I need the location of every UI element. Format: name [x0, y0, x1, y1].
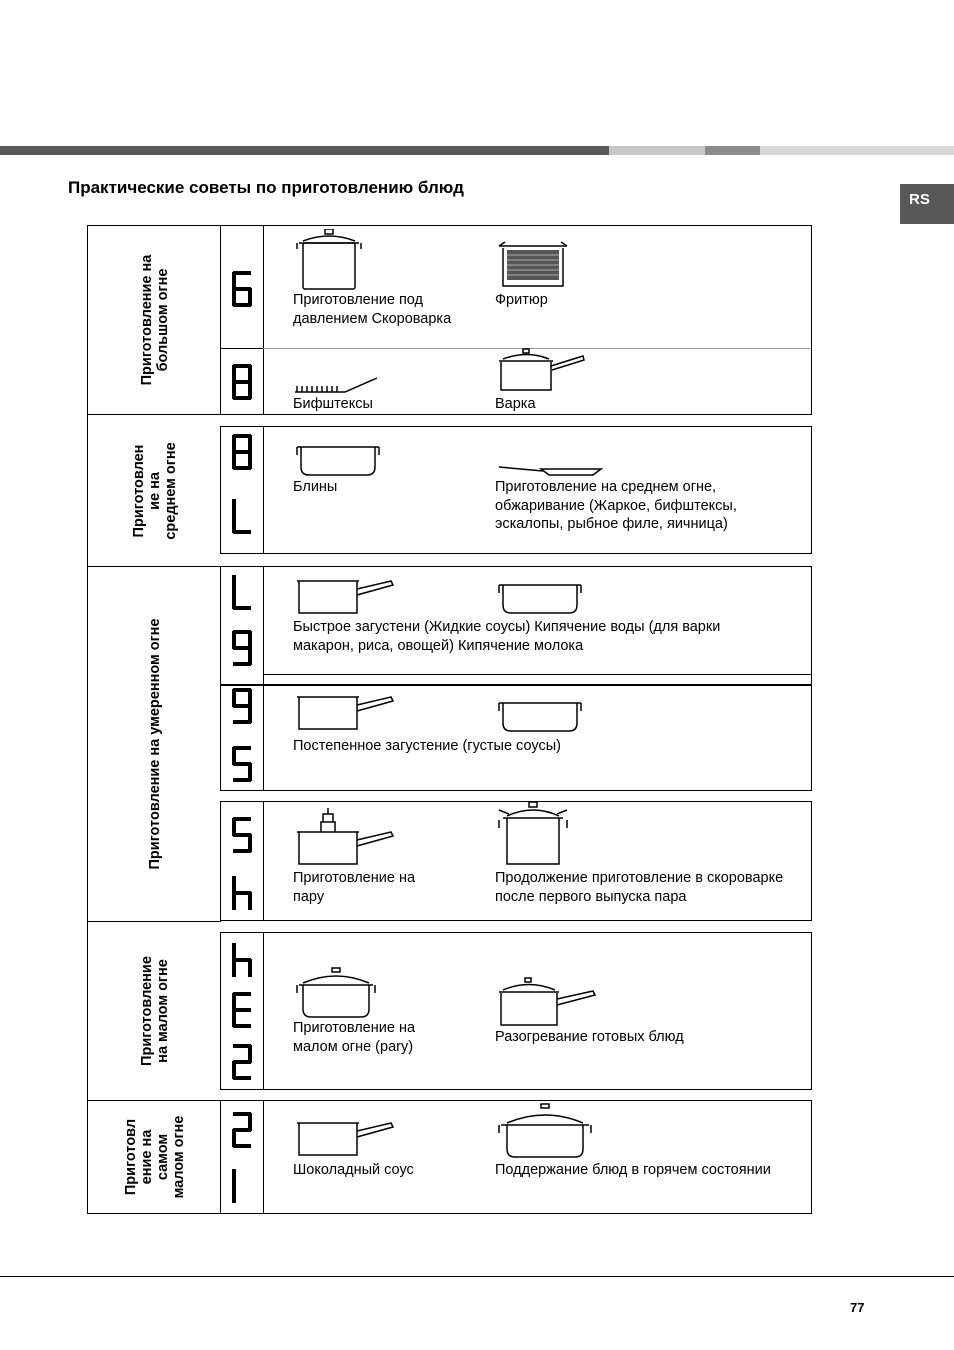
deep-fryer-icon — [497, 238, 569, 292]
heat-level-4 — [231, 941, 253, 984]
chocolate-sauce-text: Шоколадный соус — [293, 1162, 414, 1178]
footer-divider — [0, 1276, 954, 1277]
section-high — [87, 225, 221, 415]
panel-very-low — [220, 1100, 812, 1214]
digit-column — [221, 685, 264, 790]
header-bar-dark — [0, 146, 609, 155]
pot-icon — [295, 443, 381, 479]
fast-thickening-text: Быстрое загустени (Жидкие соусы) Кипячение воды (для варки макарон, риса, овощей) Кипячение молока — [293, 619, 721, 654]
pressure-cooking-text: Приготовление под давлением Скороварка — [293, 292, 452, 327]
saucepan-icon — [295, 577, 395, 617]
digit-column — [221, 567, 264, 685]
section-medium-label: Приготовлен ие на среднем огне — [130, 441, 179, 540]
pot-icon — [497, 581, 583, 617]
heat-level-7 — [231, 573, 253, 616]
frying-pan-icon — [497, 461, 603, 477]
pressure-cooker-icon — [295, 229, 365, 293]
section-moderate-label: Приготовление на умеренном огне — [146, 618, 163, 870]
gradual-thickening-text: Постепенное загустение (густые соусы) — [293, 738, 561, 754]
digit-column — [221, 226, 264, 414]
saucepan-icon — [295, 1119, 395, 1159]
saucepan-lid-icon — [497, 348, 587, 394]
steaks-text: Бифштексы — [293, 396, 373, 412]
heat-level-5 — [231, 745, 253, 788]
pressure-cooker-icon — [497, 802, 571, 868]
heat-level-8 — [231, 433, 253, 476]
saucepan-icon — [295, 693, 395, 733]
steamer-icon — [295, 806, 395, 868]
panel-moderate-1 — [220, 566, 812, 686]
section-low — [87, 921, 221, 1101]
covered-pot-icon — [295, 967, 377, 1019]
panel-low — [220, 932, 812, 1090]
heat-level-4 — [231, 874, 253, 917]
panel-medium — [220, 426, 812, 554]
language-tab: RS — [900, 184, 954, 224]
panel-moderate-3 — [220, 801, 812, 921]
digit-column — [221, 1101, 264, 1213]
header-bar-light — [609, 146, 705, 155]
section-medium — [87, 414, 221, 567]
steaming-text: Приготовление на пару — [293, 870, 416, 905]
saucepan-lid-icon — [497, 977, 597, 1029]
heat-level-2 — [231, 1111, 253, 1154]
section-very-low — [87, 1100, 221, 1214]
heat-level-1 — [231, 1167, 253, 1210]
heat-level-3 — [231, 991, 253, 1034]
section-very-low-label: Приготовл ение на самом малом огне — [122, 1115, 187, 1199]
heat-level-6 — [231, 629, 253, 672]
low-heat-steam-text: Приготовление на малом огне (pary) — [293, 1020, 416, 1055]
panel-moderate-2 — [220, 684, 812, 791]
heat-level-8 — [231, 363, 253, 406]
digit-column — [221, 427, 264, 553]
reheating-text: Разогревание готовых блюд — [495, 1029, 684, 1045]
header-bar-light-2 — [760, 146, 954, 155]
heat-level-5 — [231, 816, 253, 859]
digit-column — [221, 933, 264, 1089]
medium-heat-cooking-text: Приготовление на среднем огне, обжаривание (Жаркое, бифштексы, эскалопы, рыбное филе, яичница) — [495, 479, 737, 532]
page-number: 77 — [850, 1300, 865, 1315]
heat-level-9 — [231, 270, 253, 313]
heat-level-6 — [231, 687, 253, 730]
digit-column — [221, 802, 264, 920]
pot-icon — [497, 699, 583, 735]
pancakes-text: Блины — [293, 479, 338, 495]
deep-frying-text: Фритюр — [495, 292, 548, 308]
panel-high — [220, 225, 812, 415]
heat-level-2 — [231, 1043, 253, 1086]
page-title: Практические советы по приготовлению блюд — [68, 178, 464, 197]
section-high-label: Приготовление на большом огне — [138, 254, 171, 386]
covered-pot-icon — [497, 1103, 593, 1159]
continued-pressure-text: Продолжение приготовление в скороварке после первого выпуска пара — [495, 870, 784, 905]
boiling-text: Варка — [495, 396, 536, 412]
heat-level-7 — [231, 497, 253, 540]
section-moderate — [87, 566, 221, 922]
keeping-warm-text: Поддержание блюд в горячем состоянии — [495, 1162, 771, 1178]
header-bar-mid — [705, 146, 760, 155]
section-low-label: Приготовление на малом огне — [138, 956, 171, 1066]
grill-pan-icon — [293, 374, 381, 396]
